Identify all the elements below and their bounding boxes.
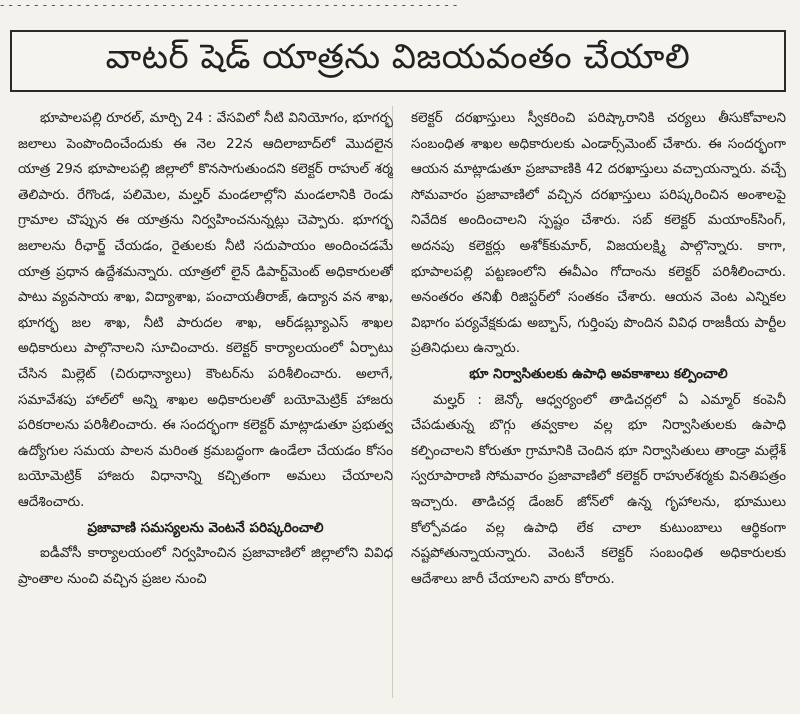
right-column: [411, 106, 786, 706]
headline-box: [10, 30, 786, 92]
article-headline: వాటర్ షెడ్ యాత్రను విజయవంతం చేయాలి: [105, 37, 691, 77]
subheading: భూ నిర్వాసితులకు ఉపాధి అవకాశాలు కల్పించాలి: [469, 365, 728, 382]
clipped-previous-article-text: - - - - - - - - - - - - - - - - - - - - - - - - - - - - - - - - - - - - - - - - - - - - - - - - - - - - - -: [0, 0, 458, 12]
paragraph: కలెక్టర్ దరఖాస్తులు స్వీకరించి పరిష్కారానికి చర్యలు తీసుకోవాలని సంబంధిత శాఖల అధికారులకు ఎండార్స్‌మెంట్ చేశారు. ఈ సందర్భంగా ఆయన మాట్లాడుతూ ప్రజావాణికి 42 దరఖాస్తులు వచ్చాయన్నారు. వచ్చే సోమవారం ప్రజావాణిలో వచ్చిన దరఖాస్తులు పరిష్కరించిన అంశాలపై నివేదిక అందించాలని స్పష్టం చేశారు. సబ్ కలెక్టర్ మయాంక్‌సింగ్, అదనపు కలెక్టర్లు అశోక్‌కుమార్, విజయలక్ష్మి పాల్గొన్నారు. కాగా, భూపాలపల్లి పట్టణంలోని ఈవీఎం గోదాంను కలెక్టర్ పరిశీలించారు. అనంతరం తనిఖీ రిజిస్టర్‌లో సంతకం చేశారు. ఆయన వెంట ఎన్నికల విభాగం పర్యవేక్షకుడు అబ్బాస్, గుర్తింపు పొందిన వివిధ రాజకీయ పార్టీల ప్రతినిధులు ఉన్నారు.: [411, 110, 786, 357]
paragraph: భూపాలపల్లి రూరల్, మార్చి 24 : వేసవిలో నీటి వినియోగం, భూగర్భ జలాలు పెంపొందించేందుకు ఈ నెల 22న ఆదిలాబాద్‌లో మొదలైన యాత్ర 29న భూపాలపల్లి జిల్లాలో కొనసాగుతుందని కలెక్టర్ రాహుల్ శర్మ తెలిపారు. రేగొండ, పలిమెల, మల్హర్ మండలాల్లోని మండలానికి రెండు గ్రామాల చొప్పున ఈ యాత్రను నిర్వహించనున్నట్లు చెప్పారు. భూగర్భ జలాలను రీఛార్జ్ చేయడం, రైతులకు నీటి సదుపాయం అందించడమే యాత్ర ప్రధాన ఉద్దేశమన్నారు. యాత్రలో లైన్ డిపార్ట్‌మెంట్ అధికారులతో పాటు వ్యవసాయ శాఖ, విద్యాశాఖ, పంచాయతీరాజ్, ఉద్యాన వన శాఖ, భూగర్భ జల శాఖ, నీటి పారుదల శాఖ, ఆర్‌డబ్ల్యూఎస్ శాఖల అధికారులు పాల్గొనాలని సూచించారు. కలెక్టర్ కార్యాలయంలో ఏర్పాటు చేసిన మిల్లెట్ (చిరుధాన్యాలు) కౌంటర్‌ను పరిశీలించారు. అలాగే, సమావేశపు హాల్‌లో అన్ని శాఖల అధికారులతో బయోమెట్రిక్ హాజరు పరికరాలను పరిశీలించారు. ఈ సందర్భంగా కలెక్టర్ మాట్లాడుతూ ప్రభుత్వ ఉద్యోగుల సమయ పాలన మరింత క్రమబద్ధంగా ఉండేలా చేయడం కోసం బయోమెట్రిక్ హాజరు విధానాన్ని కచ్చితంగా అమలు చేయాలని ఆదేశించారు.: [18, 110, 393, 510]
paragraph: మల్హర్ : జెన్కో ఆధ్వర్యంలో తాడిచర్లలో ఏ ఎమ్మార్ కంపెనీ చేపడుతున్న బొగ్గు తవ్వకాల వల్ల భూ నిర్వాసితులకు ఉపాధి కల్పించాలని కోరుతూ గ్రామానికి చెందిన భూ నిర్వాసితులు తాండ్రా మల్లేశ్ స్వరూపారాణి సోమవారం ప్రజావాణిలో కలెక్టర్ రాహుల్‌శర్మకు వినతిపత్రం ఇచ్చారు. తాడిచర్ల డేంజర్ జోన్‌లో ఉన్న గృహాలను, భూములు కోల్పోవడం వల్ల ఉపాధి లేక చాలా కుటుంబాలు ఆర్థికంగా నష్టపోతున్నాయన్నారు. వెంటనే కలెక్టర్ సంబంధిత అధికారులకు ఆదేశాలు జారీ చేయాలని వారు కోరారు.: [411, 391, 786, 587]
left-column: [18, 106, 393, 706]
subheading: ప్రజావాణి సమస్యలను వెంటనే పరిష్కరించాలి: [87, 519, 324, 536]
article-body: [18, 106, 786, 706]
paragraph: ఐడీవోసీ కార్యాలయంలో నిర్వహించిన ప్రజావాణిలో జిల్లాలోని వివిధ ప్రాంతాల నుంచి వచ్చిన ప్రజల నుంచి: [18, 545, 393, 587]
